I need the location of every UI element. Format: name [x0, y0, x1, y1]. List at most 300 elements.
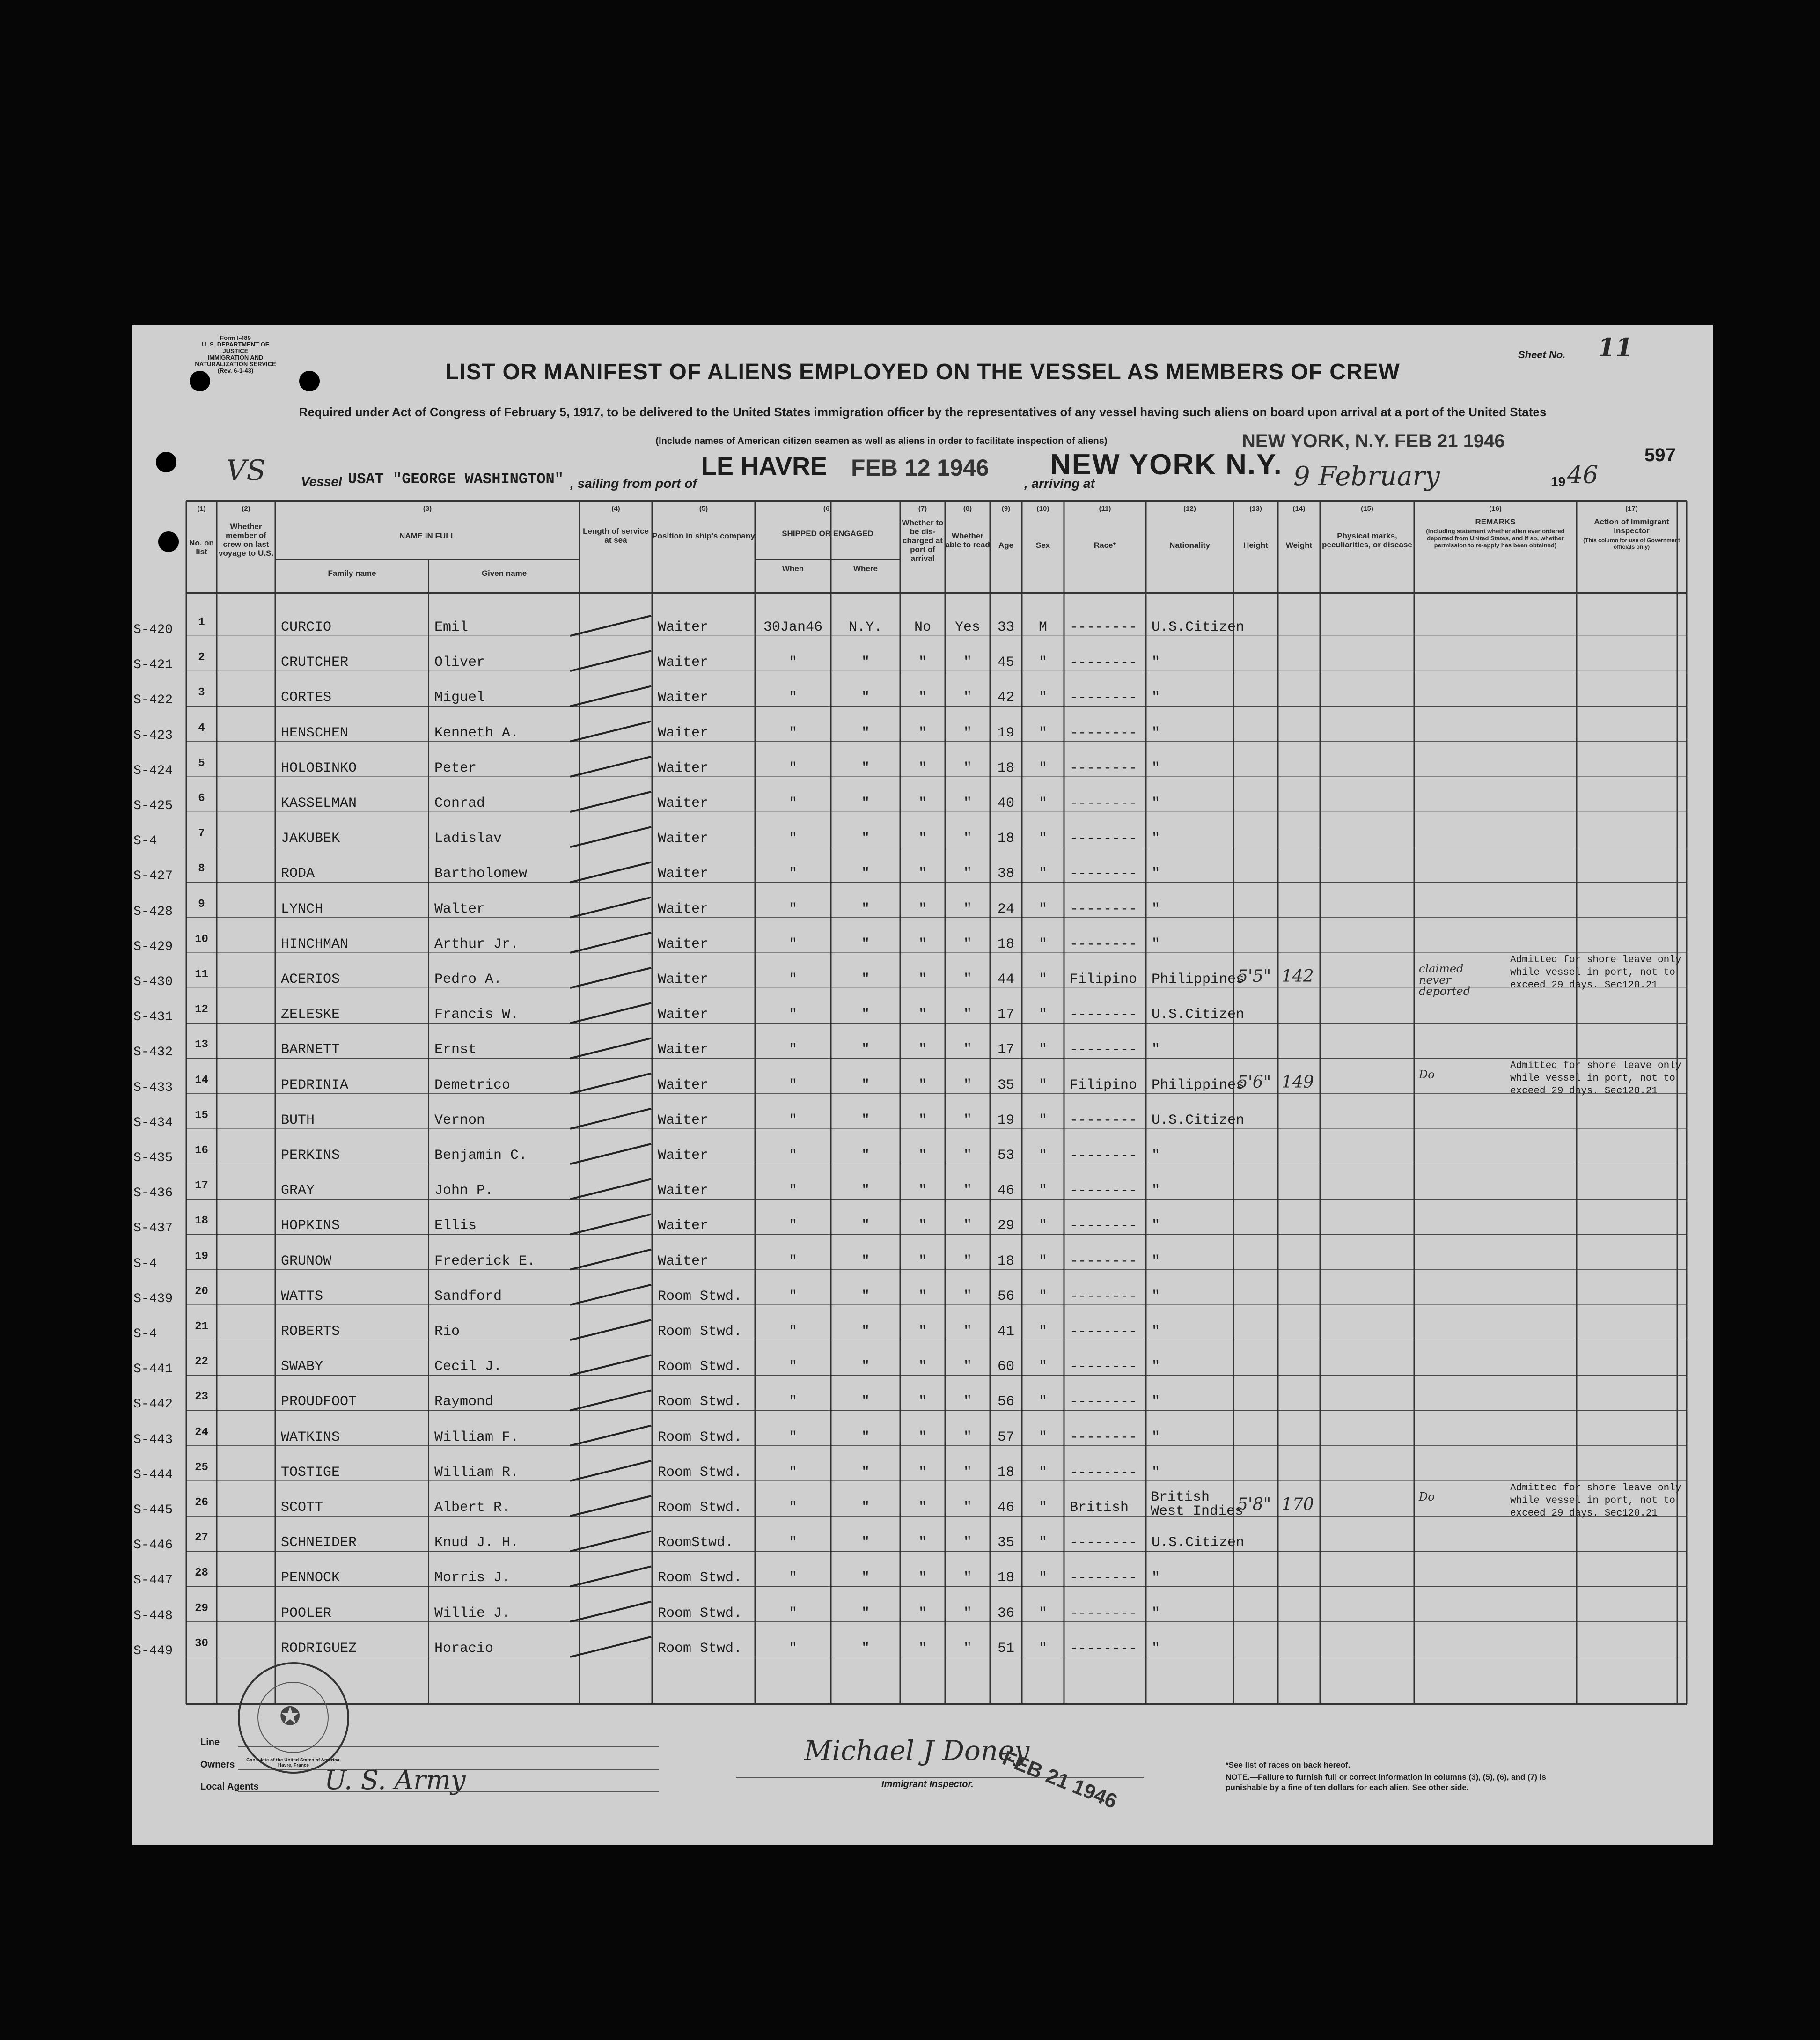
row-sequence-id: S-435 [133, 1151, 173, 1165]
row-age: 18 [997, 831, 1014, 847]
row-race: -------- [1070, 655, 1138, 671]
row-position: Waiter [658, 1148, 709, 1164]
row-nationality: " [1152, 655, 1160, 671]
header-remarks: REMARKS [1475, 517, 1516, 526]
row-given-name: Ernst [434, 1042, 477, 1058]
row-position: Room Stwd. [658, 1640, 742, 1657]
row-race: -------- [1070, 1218, 1138, 1234]
row-shipped-where: " [861, 1394, 870, 1410]
row-able-to-read: " [963, 690, 972, 706]
form-rev: (Rev. 6-1-43) [217, 367, 254, 374]
row-able-to-read: " [963, 1429, 972, 1445]
column-number: (14) [1292, 505, 1306, 513]
row-discharged: " [918, 795, 927, 811]
row-sequence-id: S-4 [133, 1256, 157, 1271]
row-nationality: " [1152, 901, 1160, 917]
header-position: Position in ship's company [652, 531, 755, 540]
row-sex: " [1038, 1148, 1047, 1164]
row-shipped-when: " [788, 1288, 797, 1304]
row-able-to-read: " [963, 1218, 972, 1234]
row-shipped-where: N.Y. [848, 619, 882, 635]
header-when: When [782, 564, 804, 573]
row-discharged: " [918, 1007, 927, 1023]
consulate-seal [238, 1662, 349, 1774]
row-able-to-read: " [963, 1077, 972, 1093]
column-number: (2) [242, 505, 250, 513]
row-nationality: U.S.Citizen [1152, 1112, 1245, 1128]
row-discharged: " [918, 1359, 927, 1375]
row-sex: " [1038, 866, 1047, 882]
row-shipped-when: " [788, 1535, 797, 1551]
row-sex: " [1038, 901, 1047, 917]
service-length-stroke [570, 1566, 651, 1586]
row-race: -------- [1070, 1253, 1138, 1269]
row-family-name: LYNCH [281, 901, 323, 917]
row-remark: Do [1419, 1068, 1435, 1081]
header-no-on-list: No. on list [189, 538, 214, 556]
row-shipped-where: " [861, 1042, 870, 1058]
row-shipped-when: " [788, 1042, 797, 1058]
row-able-to-read: " [963, 1253, 972, 1269]
service-length-stroke [570, 827, 651, 847]
arriving-label: , arriving at [1024, 476, 1095, 491]
row-position: Room Stwd. [658, 1500, 742, 1516]
service-length-stroke [570, 757, 651, 777]
row-position: Waiter [658, 1007, 709, 1023]
header-discharged: Whether to be dis-charged at port of arrival [902, 518, 944, 563]
races-note: *See list of races on back hereof. [1226, 1760, 1350, 1769]
row-remark: Do [1419, 1490, 1435, 1503]
row-shipped-where: " [861, 1183, 870, 1199]
row-race: -------- [1070, 1535, 1138, 1551]
row-family-name: BUTH [281, 1112, 315, 1128]
row-able-to-read: " [963, 1640, 972, 1657]
row-shipped-where: " [861, 1148, 870, 1164]
row-position: Room Stwd. [658, 1359, 742, 1375]
row-shipped-when: " [788, 1605, 797, 1621]
row-sex: " [1038, 725, 1047, 741]
row-number: 11 [195, 968, 208, 981]
row-family-name: CRUTCHER [281, 655, 349, 671]
row-shipped-when: " [788, 831, 797, 847]
row-number: 24 [195, 1426, 208, 1439]
row-family-name: BARNETT [281, 1042, 340, 1058]
row-able-to-read: " [963, 1394, 972, 1410]
row-discharged: " [918, 936, 927, 952]
row-shipped-when: " [788, 1077, 797, 1093]
row-family-name: RODA [281, 866, 315, 882]
row-number: 29 [195, 1602, 208, 1615]
row-discharged: " [918, 725, 927, 741]
row-shipped-where: " [861, 936, 870, 952]
service-length-stroke [570, 1250, 651, 1270]
service-length-stroke [570, 1214, 651, 1234]
row-able-to-read: " [963, 972, 972, 987]
row-race: -------- [1070, 1042, 1138, 1058]
service-length-stroke [570, 1074, 651, 1094]
row-sex: " [1038, 1464, 1047, 1480]
header-name-in-full: NAME IN FULL [399, 531, 455, 540]
row-number: 3 [198, 686, 205, 700]
row-position: Waiter [658, 1077, 709, 1093]
row-discharged: " [918, 1500, 927, 1516]
row-discharged: " [918, 1324, 927, 1340]
row-given-name: Emil [434, 619, 469, 635]
row-shipped-where: " [861, 1007, 870, 1023]
row-shipped-where: " [861, 1077, 870, 1093]
row-family-name: CORTES [281, 690, 332, 706]
row-sequence-id: S-422 [133, 693, 173, 708]
row-sequence-id: S-448 [133, 1608, 173, 1623]
received-stamp-bottom: FEB 21 1946 [999, 1746, 1121, 1813]
row-family-name: PEDRINIA [281, 1077, 349, 1093]
row-shipped-where: " [861, 795, 870, 811]
row-given-name: Willie J. [434, 1605, 511, 1621]
agents-label: Local Agents [200, 1782, 259, 1792]
row-shipped-when: " [788, 655, 797, 671]
header-length-of-service: Length of service at sea [583, 527, 649, 545]
row-number: 23 [195, 1391, 208, 1404]
penalty-note: NOTE.—Failure to furnish full or correct information in columns (3), (5), (6), and (7) is punishable by a fine of ten dollars for each alien. See other side. [1226, 1773, 1546, 1792]
row-age: 57 [997, 1429, 1014, 1445]
service-length-stroke [570, 1426, 651, 1446]
row-nationality: U.S.Citizen [1152, 619, 1245, 635]
row-family-name: ZELESKE [281, 1007, 340, 1023]
row-nationality: " [1152, 760, 1160, 776]
row-position: Waiter [658, 1218, 709, 1234]
row-discharged: " [918, 1253, 927, 1269]
row-able-to-read: " [963, 901, 972, 917]
row-discharged: " [918, 972, 927, 987]
service-length-stroke [570, 686, 651, 706]
row-given-name: Horacio [434, 1640, 494, 1657]
manifest-sheet [132, 325, 1713, 1845]
row-position: Waiter [658, 690, 709, 706]
row-nationality: " [1152, 1218, 1160, 1234]
row-race: -------- [1070, 760, 1138, 776]
row-number: 9 [198, 898, 205, 911]
row-race: Filipino [1070, 1077, 1138, 1093]
header-able-to-read: Whether able to read [945, 531, 990, 549]
agents-rule [238, 1791, 659, 1792]
row-shipped-where: " [861, 1570, 870, 1586]
row-sex: " [1038, 760, 1047, 776]
header-nationality: Nationality [1169, 541, 1210, 550]
row-inspector-action: Admitted for shore leave only while vessel in port, not to exceed 29 days. Sec120.21 [1510, 1483, 1681, 1519]
row-race: British [1070, 1500, 1129, 1516]
row-family-name: GRAY [281, 1183, 315, 1199]
row-shipped-when: " [788, 972, 797, 987]
row-nationality: " [1152, 690, 1160, 706]
row-able-to-read: " [963, 795, 972, 811]
row-able-to-read: " [963, 936, 972, 952]
row-race: -------- [1070, 1570, 1138, 1586]
header-race: Race* [1093, 541, 1116, 550]
eagle-icon: ✪ [279, 1702, 301, 1731]
row-family-name: HOLOBINKO [281, 760, 357, 776]
row-given-name: Kenneth A. [434, 725, 519, 741]
row-discharged: " [918, 1605, 927, 1621]
row-given-name: Pedro A. [434, 972, 502, 987]
row-sequence-id: S-446 [133, 1538, 173, 1553]
row-shipped-where: " [861, 1464, 870, 1480]
row-position: Waiter [658, 1183, 709, 1199]
row-shipped-where: " [861, 1218, 870, 1234]
agents-value: U. S. Army [324, 1765, 466, 1796]
row-nationality: " [1152, 1570, 1160, 1586]
row-position: Room Stwd. [658, 1605, 742, 1621]
row-given-name: John P. [434, 1183, 494, 1199]
row-family-name: SCOTT [281, 1500, 323, 1516]
row-sequence-id: S-432 [133, 1045, 173, 1060]
row-race: -------- [1070, 690, 1138, 706]
row-sequence-id: S-437 [133, 1221, 173, 1236]
row-sequence-id: S-443 [133, 1432, 173, 1447]
row-family-name: PERKINS [281, 1148, 340, 1164]
row-able-to-read: " [963, 1500, 972, 1516]
row-discharged: " [918, 1077, 927, 1093]
row-able-to-read: Yes [954, 619, 980, 635]
row-race: -------- [1070, 1183, 1138, 1199]
row-sequence-id: S-421 [133, 658, 173, 673]
row-discharged: No [914, 619, 931, 635]
row-race: -------- [1070, 1007, 1138, 1023]
row-family-name: PENNOCK [281, 1570, 340, 1586]
row-race: -------- [1070, 1429, 1138, 1445]
row-sex: " [1038, 690, 1047, 706]
row-shipped-where: " [861, 972, 870, 987]
row-race: -------- [1070, 1394, 1138, 1410]
row-sequence-id: S-427 [133, 869, 173, 884]
column-number: (4) [611, 505, 620, 513]
row-inspector-action: Admitted for shore leave only while vessel in port, not to exceed 29 days. Sec120.21 [1510, 955, 1681, 991]
row-age: 60 [997, 1359, 1014, 1375]
row-discharged: " [918, 1394, 927, 1410]
row-number: 17 [195, 1179, 208, 1193]
row-given-name: Albert R. [434, 1500, 511, 1516]
row-number: 16 [195, 1144, 208, 1157]
row-shipped-when: " [788, 1429, 797, 1445]
row-weight: 142 [1282, 967, 1314, 986]
row-position: Waiter [658, 1112, 709, 1128]
vessel-name: USAT "GEORGE WASHINGTON" [348, 471, 564, 488]
row-sex: " [1038, 1535, 1047, 1551]
row-shipped-where: " [861, 901, 870, 917]
row-position: Waiter [658, 619, 709, 635]
row-shipped-when: " [788, 725, 797, 741]
row-given-name: William R. [434, 1464, 519, 1480]
row-sex: " [1038, 1218, 1047, 1234]
row-shipped-when: 30Jan46 [763, 619, 823, 635]
service-length-stroke [570, 862, 651, 882]
column-number: (9) [1001, 505, 1011, 513]
row-position: Waiter [658, 1042, 709, 1058]
row-race: -------- [1070, 866, 1138, 882]
row-sex: " [1038, 1288, 1047, 1304]
row-nationality: Philippines [1152, 972, 1245, 987]
sailing-label: , sailing from port of [570, 476, 697, 491]
seal-text: Consulate of the United States of America, Havre, France [246, 1758, 341, 1768]
row-nationality: British West Indies [1151, 1489, 1244, 1519]
row-given-name: Conrad [434, 795, 485, 811]
row-position: Waiter [658, 936, 709, 952]
row-sex: " [1038, 1112, 1047, 1128]
row-nationality: " [1152, 1148, 1160, 1164]
row-given-name: Peter [434, 760, 477, 776]
arrival-date: 9 February [1293, 461, 1440, 492]
row-sequence-id: S-428 [133, 904, 173, 919]
page-title: LIST OR MANIFEST OF ALIENS EMPLOYED ON THE VESSEL AS MEMBERS OF CREW [445, 360, 1400, 384]
service-length-stroke [570, 1531, 651, 1551]
row-shipped-where: " [861, 1605, 870, 1621]
row-race: -------- [1070, 1605, 1138, 1621]
inspector-signature: Michael J Doney [804, 1735, 1030, 1767]
row-shipped-where: " [861, 760, 870, 776]
row-number: 2 [198, 651, 205, 664]
service-length-stroke [570, 1496, 651, 1516]
row-height: 5'5" [1237, 967, 1271, 986]
row-sequence-id: S-441 [133, 1362, 173, 1377]
row-nationality: " [1152, 795, 1160, 811]
service-length-stroke [570, 898, 651, 918]
row-shipped-when: " [788, 1500, 797, 1516]
row-shipped-where: " [861, 831, 870, 847]
row-sex: " [1038, 1253, 1047, 1269]
dept-name: U. S. DEPARTMENT OF JUSTICE [202, 341, 269, 354]
row-given-name: Bartholomew [434, 866, 528, 882]
row-number: 5 [198, 757, 205, 770]
row-family-name: WATKINS [281, 1429, 340, 1445]
row-discharged: " [918, 1570, 927, 1586]
row-sex: " [1038, 1570, 1047, 1586]
row-able-to-read: " [963, 725, 972, 741]
row-number: 27 [195, 1532, 208, 1545]
row-number: 30 [195, 1637, 208, 1650]
row-age: 24 [997, 901, 1014, 917]
row-position: Waiter [658, 655, 709, 671]
row-able-to-read: " [963, 1007, 972, 1023]
row-sequence-id: S-429 [133, 939, 173, 954]
column-number: (16) [1489, 505, 1502, 513]
port-to: NEW YORK N.Y. [1050, 449, 1283, 481]
row-number: 21 [195, 1320, 208, 1333]
row-able-to-read: " [963, 831, 972, 847]
row-sequence-id: S-445 [133, 1503, 173, 1517]
row-shipped-when: " [788, 1359, 797, 1375]
column-number: (3) [423, 505, 432, 513]
row-age: 36 [997, 1605, 1014, 1621]
row-shipped-where: " [861, 1640, 870, 1657]
row-given-name: Ellis [434, 1218, 477, 1234]
service-length-stroke [570, 1320, 651, 1340]
row-discharged: " [918, 1429, 927, 1445]
row-age: 53 [997, 1148, 1014, 1164]
service-length-stroke [570, 1285, 651, 1305]
row-age: 51 [997, 1640, 1014, 1657]
service-name: IMMIGRATION AND NATURALIZATION SERVICE [195, 354, 276, 368]
service-length-stroke [570, 1461, 651, 1481]
row-shipped-when: " [788, 1218, 797, 1234]
row-nationality: " [1152, 866, 1160, 882]
header-sex: Sex [1035, 541, 1050, 550]
header-age: Age [998, 541, 1014, 550]
row-given-name: Cecil J. [434, 1359, 502, 1375]
row-nationality: U.S.Citizen [1152, 1007, 1245, 1023]
row-sex: " [1038, 1183, 1047, 1199]
row-nationality: " [1152, 831, 1160, 847]
year-prefix: 19 [1551, 474, 1566, 489]
row-sequence-id: S-444 [133, 1467, 173, 1482]
row-age: 46 [997, 1500, 1014, 1516]
row-sequence-id: S-423 [133, 728, 173, 743]
row-sequence-id: S-424 [133, 763, 173, 778]
row-shipped-where: " [861, 866, 870, 882]
row-shipped-when: " [788, 866, 797, 882]
row-number: 26 [195, 1496, 208, 1509]
service-length-stroke [570, 1144, 651, 1164]
row-position: Waiter [658, 725, 709, 741]
row-given-name: Ladislav [434, 831, 502, 847]
row-shipped-where: " [861, 725, 870, 741]
row-discharged: " [918, 1535, 927, 1551]
row-able-to-read: " [963, 1464, 972, 1480]
row-sex: M [1038, 619, 1047, 635]
row-shipped-when: " [788, 936, 797, 952]
row-nationality: " [1152, 1359, 1160, 1375]
row-given-name: Demetrico [434, 1077, 511, 1093]
row-sequence-id: S-442 [133, 1397, 173, 1412]
row-family-name: ROBERTS [281, 1324, 340, 1340]
row-sequence-id: S-431 [133, 1010, 173, 1025]
row-discharged: " [918, 1042, 927, 1058]
row-sex: " [1038, 831, 1047, 847]
row-sequence-id: S-439 [133, 1291, 173, 1306]
column-number: (8) [963, 505, 972, 513]
row-age: 41 [997, 1324, 1014, 1340]
row-age: 18 [997, 936, 1014, 952]
row-given-name: Morris J. [434, 1570, 511, 1586]
row-age: 19 [997, 1112, 1014, 1128]
header-shipped-engaged: SHIPPED OR ENGAGED [782, 529, 873, 538]
row-shipped-where: " [861, 1112, 870, 1128]
row-able-to-read: " [963, 655, 972, 671]
row-shipped-when: " [788, 1640, 797, 1657]
service-length-stroke [570, 1355, 651, 1375]
row-sex: " [1038, 795, 1047, 811]
column-number: (17) [1625, 505, 1638, 513]
form-number: Form I-489 [220, 334, 251, 341]
row-sex: " [1038, 1042, 1047, 1058]
row-family-name: KASSELMAN [281, 795, 357, 811]
row-shipped-when: " [788, 1112, 797, 1128]
row-number: 20 [195, 1285, 208, 1298]
row-age: 18 [997, 1464, 1014, 1480]
row-sex: " [1038, 1324, 1047, 1340]
row-given-name: Benjamin C. [434, 1148, 528, 1164]
row-race: -------- [1070, 831, 1138, 847]
row-sex: " [1038, 1007, 1047, 1023]
row-number: 18 [195, 1215, 208, 1228]
row-weight: 149 [1282, 1072, 1314, 1092]
row-age: 35 [997, 1535, 1014, 1551]
row-shipped-where: " [861, 1324, 870, 1340]
row-able-to-read: " [963, 760, 972, 776]
row-position: Room Stwd. [658, 1394, 742, 1410]
row-sex: " [1038, 936, 1047, 952]
row-discharged: " [918, 1218, 927, 1234]
row-able-to-read: " [963, 1324, 972, 1340]
row-family-name: PROUDFOOT [281, 1394, 357, 1410]
